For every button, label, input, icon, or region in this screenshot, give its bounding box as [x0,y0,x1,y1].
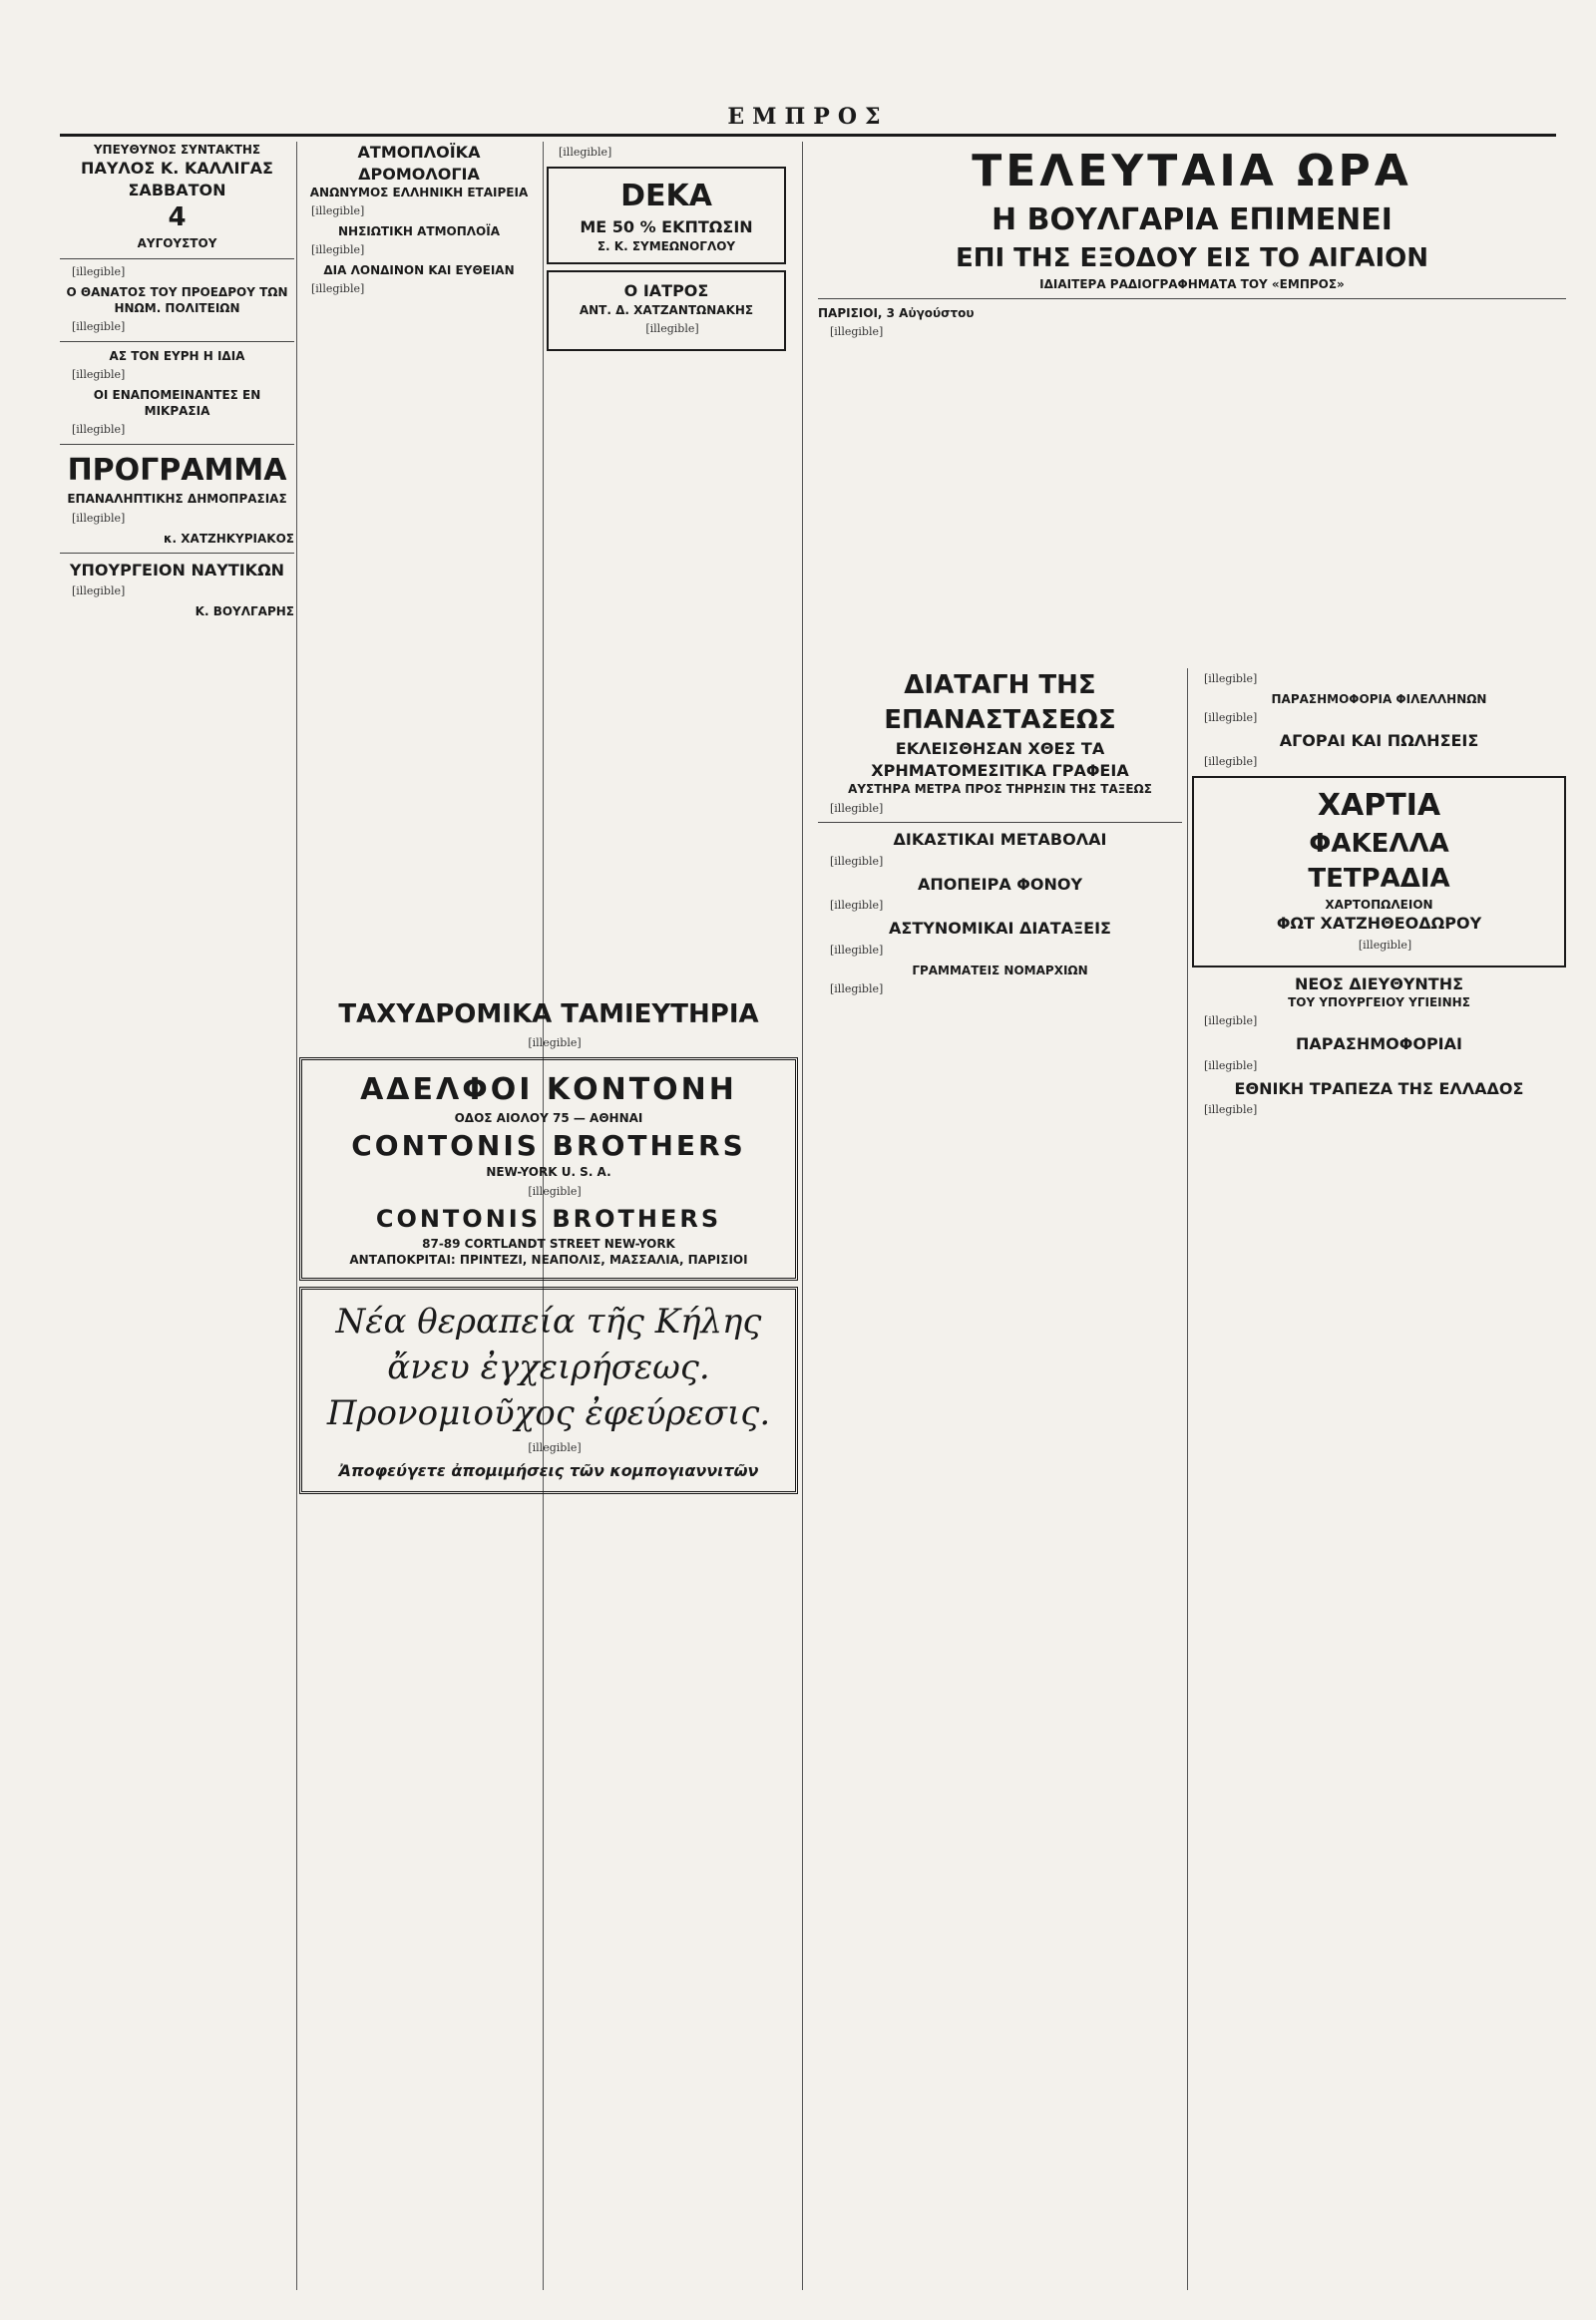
kontoni-address: ΟΔΟΣ ΑΙΟΛΟΥ 75 — ΑΘΗΝΑΙ [454,1111,643,1126]
top-story [818,142,1566,660]
divider [60,258,294,259]
judicial-text: [illegible] [830,855,884,868]
program-subheadline: ΕΠΑΝΑΛΗΠΤΙΚΗΣ ΔΗΜΟΠΡΑΣΙΑΣ [67,492,287,507]
top-headline-1: ΤΕΛΕΥΤΑΙΑ ΩΡΑ [972,146,1412,196]
ministry-text: [illegible] [72,584,126,598]
kili-line-1: Νέα θεραπεία τῆς Κήλης [335,1302,762,1343]
issue-date: 4 [168,202,187,233]
divider [60,553,294,554]
decree-text: [illegible] [830,801,884,815]
murder-text: [illegible] [830,899,884,913]
column-3 [547,142,786,983]
kontoni-text: [illegible] [528,1184,582,1198]
divider [60,444,294,445]
column-1 [60,142,294,2290]
kili-text: [illegible] [528,1440,582,1454]
obit-text: [illegible] [72,319,126,333]
nav-text: [illegible] [311,243,365,257]
bank-banner-headline: ΤΑΧΥΔΡΟΜΙΚΑ ΤΑΜΙΕΥΤΗΡΙΑ [338,999,759,1029]
judicial-headline: ΔΙΚΑΣΤΙΚΑΙ ΜΕΤΑΒΟΛΑΙ [893,830,1107,850]
column-2 [299,142,539,983]
deka-ad [547,167,786,264]
london-headline: ΔΙΑ ΛΟΝΔΙΝΟΝ ΚΑΙ ΕΥΘΕΙΑΝ [323,263,515,278]
stationery-name: ΦΩΤ ΧΑΤΖΗΘΕΟΔΩΡΟΥ [1276,914,1482,934]
top-headline-2: Η ΒΟΥΛΓΑΡΙΑ ΕΠΙΜΕΝΕΙ [992,202,1393,238]
deka-title: DEKA [620,178,712,213]
top-headline-4: ΙΔΙΑΙΤΕΡΑ ΡΑΔΙΟΓΡΑΦΗΜΑΤΑ ΤΟΥ «ΕΜΠΡΟΣ» [1039,276,1345,291]
director-text: [illegible] [1204,1014,1258,1028]
evac-text: [illegible] [72,423,126,437]
shipping-subheadline: ΑΝΩΝΥΜΟΣ ΕΛΛΗΝΙΚΗ ΕΤΑΙΡΕΙΑ [309,186,529,200]
doctor-title: Ο ΙΑΤΡΟΣ [623,281,709,301]
col3-text: [illegible] [559,146,612,159]
london-text: [illegible] [311,282,365,296]
director-headline: ΝΕΟΣ ΔΙΕΥΘΥΝΤΗΣ [1294,973,1464,993]
murder-headline: ΑΠΟΠΕΙΡΑ ΦΟΝΟΥ [917,874,1083,894]
col5-text-top: [illegible] [1204,672,1258,685]
paper-text: [illegible] [1204,711,1258,725]
bank-text: [illegible] [1204,1103,1258,1117]
top-text: [illegible] [830,325,884,339]
shipping-headline: ΑΤΜΟΠΛΟΪΚΑ ΔΡΟΜΟΛΟΓΙΑ [357,143,481,184]
director-subheadline: ΤΟΥ ΥΠΟΥΡΓΕΙΟΥ ΥΓΙΕΙΝΗΣ [1288,995,1470,1010]
decree-headline: ΔΙΑΤΑΓΗ ΤΗΣ ΕΠΑΝΑΣΤΑΣΕΩΣ [884,670,1116,736]
doctor-name: ΑΝΤ. Δ. ΧΑΤΖΑΝΤΩΝΑΚΗΣ [579,302,754,317]
intro-text: [illegible] [72,264,126,278]
divider [818,298,1566,299]
column-4 [818,668,1182,2290]
column-rule [1187,668,1188,2290]
column-rule [802,142,803,2290]
kontoni-title: ΑΔΕΛΦΟΙ ΚΟΝΤΟΝΗ [360,1071,737,1107]
doctor-ad [547,270,786,351]
kontoni-agents: ΑΝΤΑΠΟΚΡΙΤΑΙ: ΠΡΙΝΤΕΖΙ, ΝΕΑΠΟΛΙΣ, ΜΑΣΣΑΛΙΑ, ΠΑΡΙΣΙΟΙ [349,1253,748,1268]
kili-line-2: ἄνευ ἐγχειρήσεως. [387,1348,710,1388]
issue-day: ΣΑΒΒΑΤΟΝ [128,180,226,199]
program-signature: κ. ΧΑΤΖΗΚΥΡΙΑΚΟΣ [164,531,294,546]
obit-headline: Ο ΘΑΝΑΤΟΣ ΤΟΥ ΠΡΟΕΔΡΟΥ ΤΩΝ ΗΝΩΜ. ΠΟΛΙΤΕΙΩΝ [66,284,288,315]
kontoni-name-en: CONTONIS BROTHERS [351,1128,746,1162]
shipping-text: [illegible] [311,204,365,218]
ministry-headline: ΥΠΟΥΡΓΕΙΟΝ ΝΑΥΤΙΚΩΝ [69,560,285,580]
deka-discount: ΜΕ 50 % ΕΚΠΤΩΣΙΝ [580,217,753,237]
sub-headline: ΑΣ ΤΟΝ ΕΥΡΗ Η ΙΔΙΑ [109,348,245,363]
issue-month: ΑΥΓΟΥΣΤΟΥ [137,236,217,251]
stationery-sub-2: ΤΕΤΡΑΔΙΑ [1308,863,1450,894]
bank-headline: ΕΘΝΙΚΗ ΤΡΑΠΕΖΑ ΤΗΣ ΕΛΛΑΔΟΣ [1234,1078,1524,1098]
kontoni-address-en: 87-89 CORTLANDT STREET NEW-YORK [422,1236,675,1251]
secretary-text: [illegible] [830,981,884,995]
deka-name: Σ. Κ. ΣΥΜΕΩΝΟΓΛΟΥ [597,238,736,253]
ministry-signature: Κ. ΒΟΥΛΓΑΡΗΣ [195,604,294,619]
stationery-shop: ΧΑΡΤΟΠΩΛΕΙΟΝ [1325,898,1433,912]
decree-subheadline: ΕΚΛΕΙΣΘΗΣΑΝ ΧΘΕΣ ΤΑ ΧΡΗΜΑΤΟΜΕΣΙΤΙΚΑ ΓΡΑΦΕΙΑ [871,739,1129,780]
bank-banner-text: [illegible] [528,1036,582,1050]
decree-subheadline-2: ΑΥΣΤΗΡΑ ΜΕΤΡΑ ΠΡΟΣ ΤΗΡΗΣΙΝ ΤΗΣ ΤΑΞΕΩΣ [848,782,1152,797]
ad-block [299,997,798,2294]
masthead-title: ΕΜΠΡΟΣ [727,104,889,130]
stationery-text: [illegible] [1358,938,1412,952]
market-text: [illegible] [1204,755,1258,769]
secretary-headline: ΓΡΑΜΜΑΤΕΙΣ ΝΟΜΑΡΧΙΩΝ [912,963,1088,977]
editor-name: ΠΑΥΛΟΣ Κ. ΚΑΛΛΙΓΑΣ [81,159,273,179]
column-5 [1192,668,1566,2290]
kili-ad [299,1287,798,1494]
award-text: [illegible] [1204,1058,1258,1072]
paper-headline: ΠΑΡΑΣΗΜΟΦΟΡΙΑ ΦΙΛΕΛΛΗΝΩΝ [1271,691,1487,706]
program-text: [illegible] [72,511,126,525]
divider [60,341,294,342]
police-text: [illegible] [830,943,884,957]
top-headline-3: ΕΠΙ ΤΗΣ ΕΞΟΔΟΥ ΕΙΣ ΤΟ ΑΙΓΑΙΟΝ [955,242,1429,273]
nav-headline: ΝΗΣΙΩΤΙΚΗ ΑΤΜΟΠΛΟΪΑ [337,224,501,239]
kontoni-city: NEW-YORK U. S. A. [486,1165,611,1180]
editor-label: ΥΠΕΥΘΥΝΟΣ ΣΥΝΤΑΚΤΗΣ [93,143,261,157]
doctor-text: [illegible] [645,321,699,335]
stationery-sub-1: ΦΑΚΕΛΛΑ [1309,828,1449,859]
stationery-ad [1192,776,1566,967]
program-headline: ΠΡΟΓΡΑΜΜΑ [67,452,287,488]
masthead [60,100,1556,137]
kili-line-4: Ἀποφεύγετε ἀπομιμήσεις τῶν κομπογιαννιτῶν [338,1460,759,1480]
award-headline: ΠΑΡΑΣΗΜΟΦΟΡΙΑΙ [1296,1034,1462,1054]
kontoni-name-en-2: CONTONIS BROTHERS [375,1205,722,1234]
market-headline: ΑΓΟΡΑΙ ΚΑΙ ΠΩΛΗΣΕΙΣ [1279,730,1479,750]
divider [818,822,1182,823]
kontoni-ad [299,1057,798,1281]
evac-headline: ΟΙ ΕΝΑΠΟΜΕΙΝΑΝΤΕΣ ΕΝ ΜΙΚΡΑΣΙΑ [93,387,261,418]
column-rule [296,142,297,2290]
police-headline: ΑΣΤΥΝΟΜΙΚΑΙ ΔΙΑΤΑΞΕΙΣ [889,919,1111,939]
top-dateline: ΠΑΡΙΣΙΟΙ, 3 Αὐγούστου [818,306,975,321]
stationery-title: ΧΑΡΤΙΑ [1317,788,1441,824]
kili-line-3: Προνομιοῦχος ἐφεύρεσις. [326,1393,771,1433]
sub-text: [illegible] [72,367,126,381]
